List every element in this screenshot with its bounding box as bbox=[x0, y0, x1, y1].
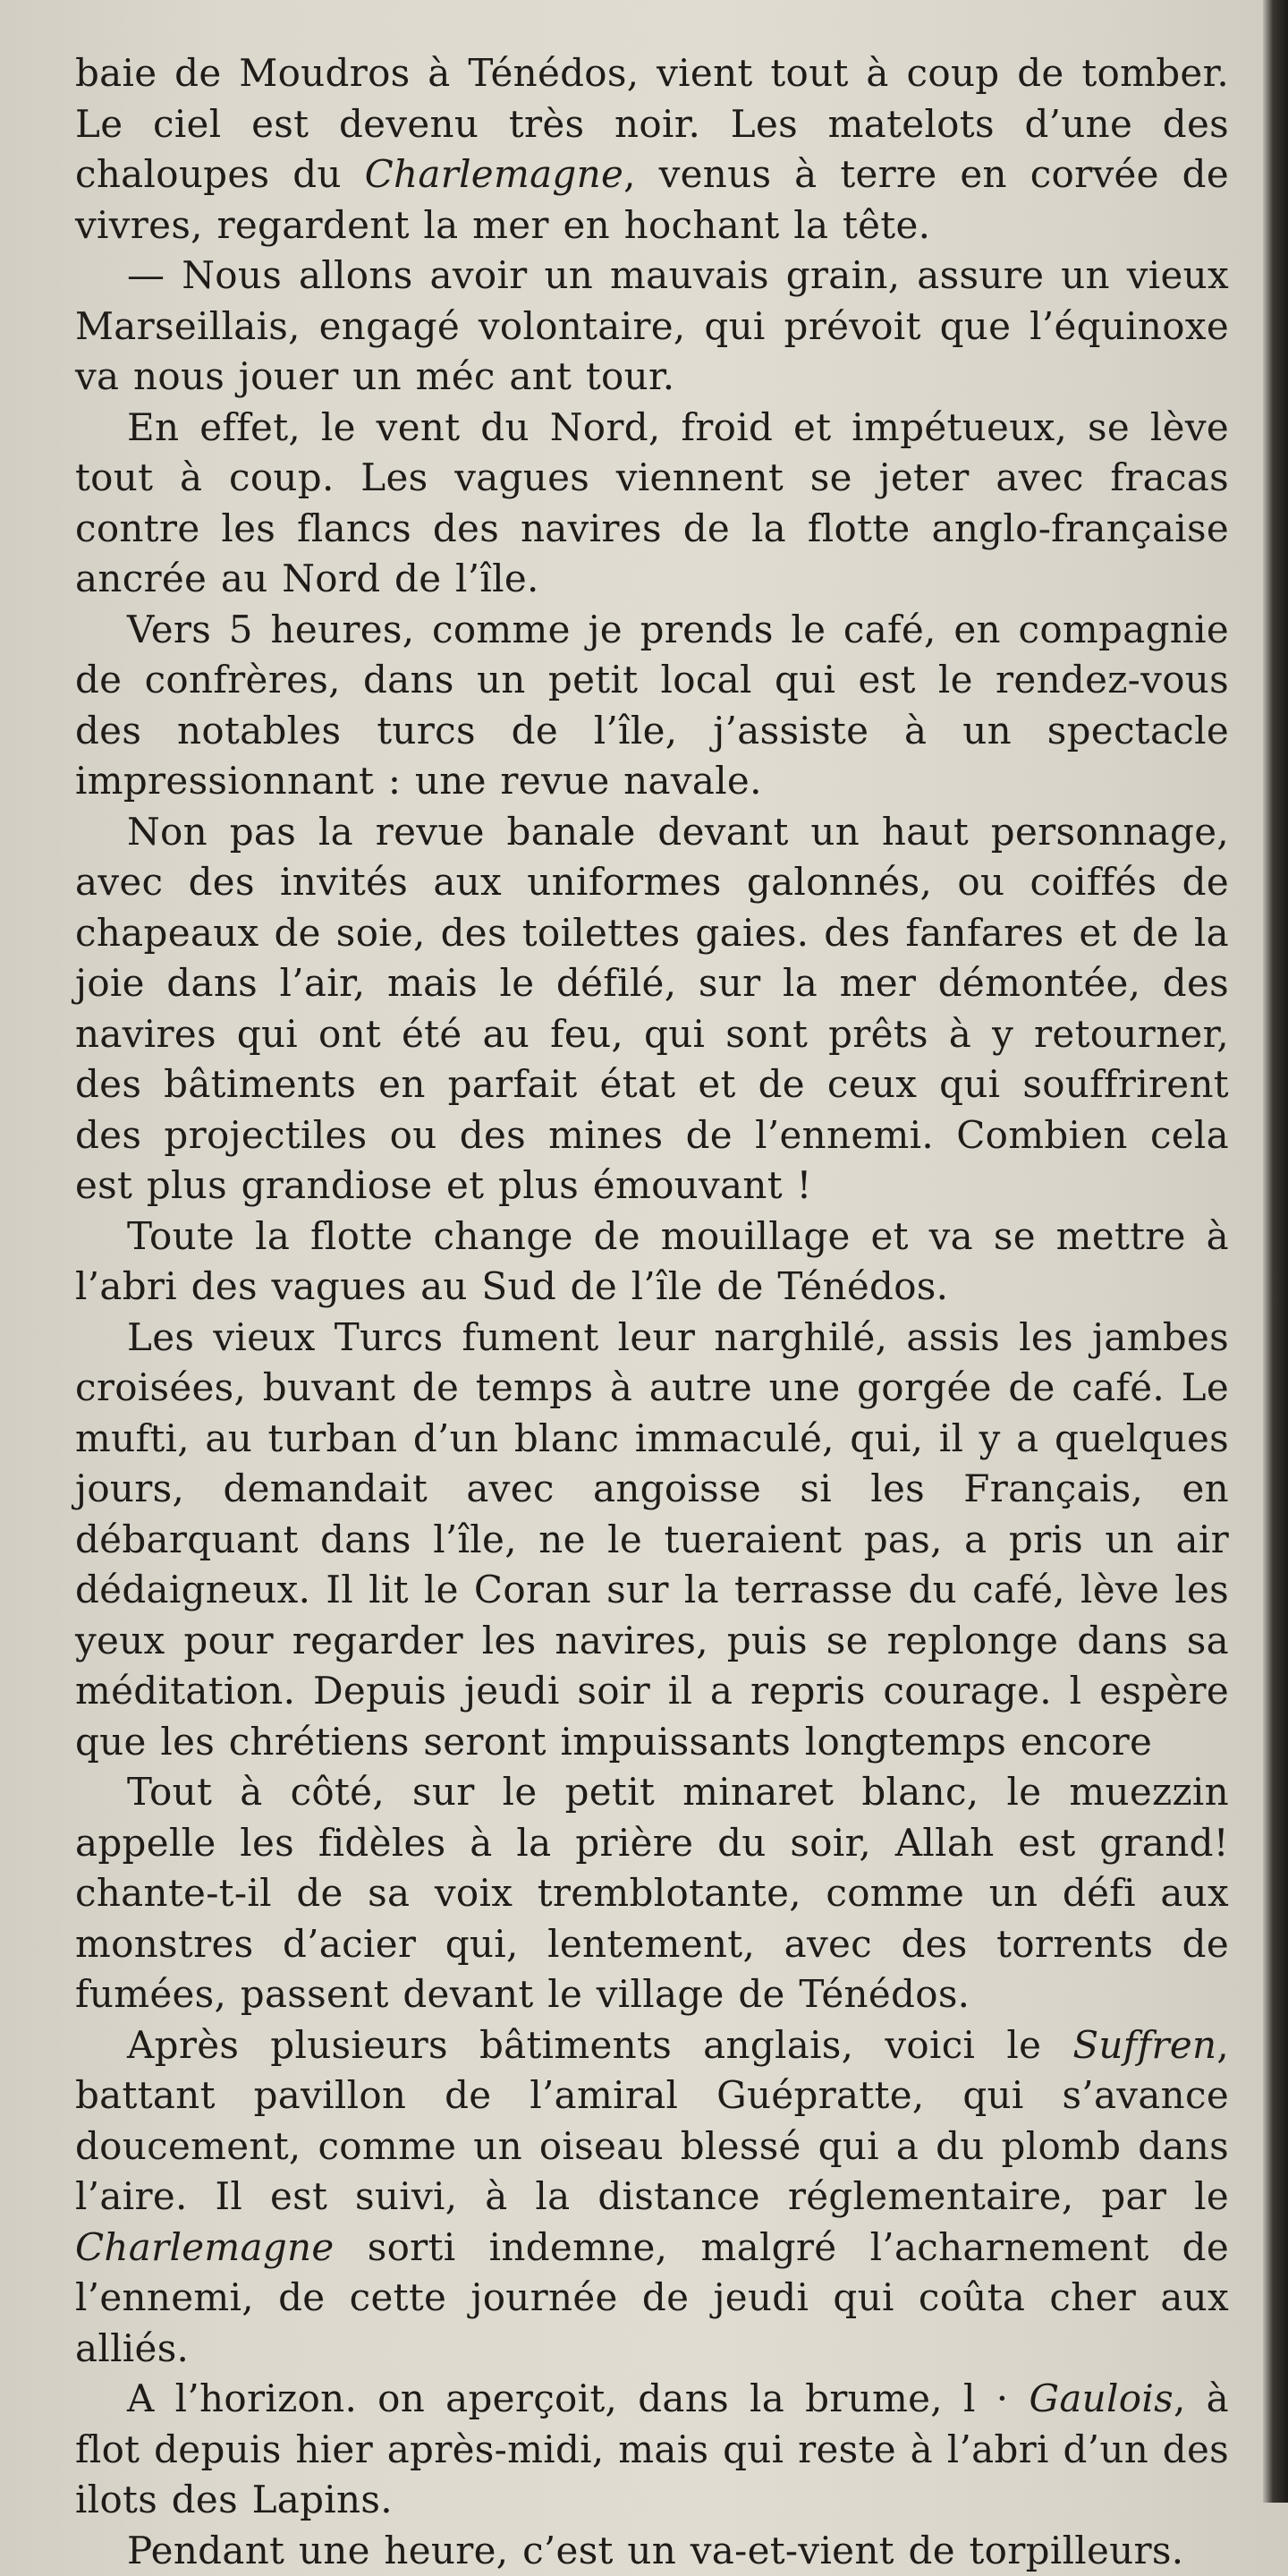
text-segment: Vers 5 heures, comme je prends le café, en compagnie de confrères, dans un petit local qui est le rendez-vous des notables turcs de l’île, j’assiste à un spectacle impressionnant : une revue navale. bbox=[75, 608, 1229, 803]
text-segment: baie de Moudros à Ténédos, vient tout à coup de tomber. Le ciel est devenu très noir. Les matelots d’une des chaloupes du bbox=[75, 51, 1229, 196]
text-segment: Après plusieurs bâtiments anglais, voici le bbox=[127, 2023, 1072, 2067]
text-segment: Non pas la revue banale devant un haut personnage, avec des invités aux uniformes galonnés, ou coiffés de chapeaux de soie, des toilettes gaies. des fanfares et de la joie dans l’air, mais le défilé, sur la mer démontée, des navires qui ont été au feu, qui sont prêts à y retourner, des bâtiments en parfait état et de ceux qui souffrirent des projectiles ou des mines de l’ennemi. Combien cela est plus grandiose et plus émouvant ! bbox=[75, 810, 1229, 1208]
paragraph bbox=[75, 1211, 1229, 1313]
paragraph bbox=[75, 403, 1229, 605]
text-segment: sorti indemne, malgré l’acharnement de l’ennemi, de cette journée de jeudi qui coûta cher aux alliés. bbox=[75, 2225, 1229, 2370]
ship-name: Suffren bbox=[1072, 2023, 1216, 2067]
paragraph bbox=[75, 1313, 1229, 1768]
text-segment: A l’horizon. on aperçoit, dans la brume, l · bbox=[127, 2376, 1029, 2420]
paragraph bbox=[75, 605, 1229, 807]
paragraph bbox=[75, 251, 1229, 403]
page-binding-edge bbox=[1263, 0, 1288, 2503]
text-segment: , battant pavillon de l’amiral Guépratte, qui s’avance doucement, comme un oiseau blessé qui a du plomb dans l’aire. Il est suivi, à la distance réglementaire, par le bbox=[75, 2023, 1229, 2219]
paragraph bbox=[75, 2374, 1229, 2526]
paragraph bbox=[75, 2020, 1229, 2375]
paragraph bbox=[75, 1767, 1229, 2020]
article-text bbox=[75, 48, 1229, 2576]
ship-name: Charlemagne bbox=[75, 2225, 335, 2269]
ship-name: Charlemagne bbox=[365, 152, 624, 196]
text-segment: — Nous allons avoir un mauvais grain, assure un vieux Marseillais, engagé volontaire, qui prévoit que l’équinoxe va nous jouer un méc ant tour. bbox=[75, 253, 1229, 398]
text-segment: Tout à côté, sur le petit minaret blanc, le muezzin appelle les fidèles à la prière du soir, Allah est grand! chante-t-il de sa voix tremblotante, comme un défi aux monstres d’acier qui, lentement, avec des torrents de fumées, passent devant le village de Ténédos. bbox=[75, 1770, 1229, 2016]
text-segment: , venus à terre en corvée de vivres, regardent la mer en hochant la tête. bbox=[75, 152, 1229, 247]
text-segment: Les vieux Turcs fument leur narghilé, assis les jambes croisées, buvant de temps à autre une gorgée de café. Le mufti, au turban d’un blanc immaculé, qui, il y a quelques jours, demandait avec angoisse si les Français, en débarquant dans l’île, ne le tueraient pas, a pris un air dédaigneux. Il lit le Coran sur la terrasse du café, lève les yeux pour regarder les navires, puis se replonge dans sa méditation. Depuis jeudi soir il a repris courage. l espère que les chrétiens seront impuissants longtemps encore bbox=[75, 1315, 1229, 1764]
paragraph bbox=[75, 2526, 1229, 2576]
text-segment: Pendant une heure, c’est un va-et-vient de torpilleurs. bbox=[127, 2529, 1183, 2572]
ship-name: Gaulois bbox=[1029, 2376, 1173, 2420]
text-segment: En effet, le vent du Nord, froid et impétueux, se lève tout à coup. Les vagues viennent se jeter avec fracas contre les flancs des navires de la flotte anglo-française ancrée au Nord de l’île. bbox=[75, 405, 1229, 601]
paragraph bbox=[75, 807, 1229, 1211]
text-segment: , à flot depuis hier après-midi, mais qui reste à l’abri d’un des ilots des Lapins. bbox=[75, 2376, 1229, 2521]
paragraph bbox=[75, 48, 1229, 251]
text-segment: Toute la flotte change de mouillage et va se mettre à l’abri des vagues au Sud de l’île de Ténédos. bbox=[75, 1214, 1229, 1309]
